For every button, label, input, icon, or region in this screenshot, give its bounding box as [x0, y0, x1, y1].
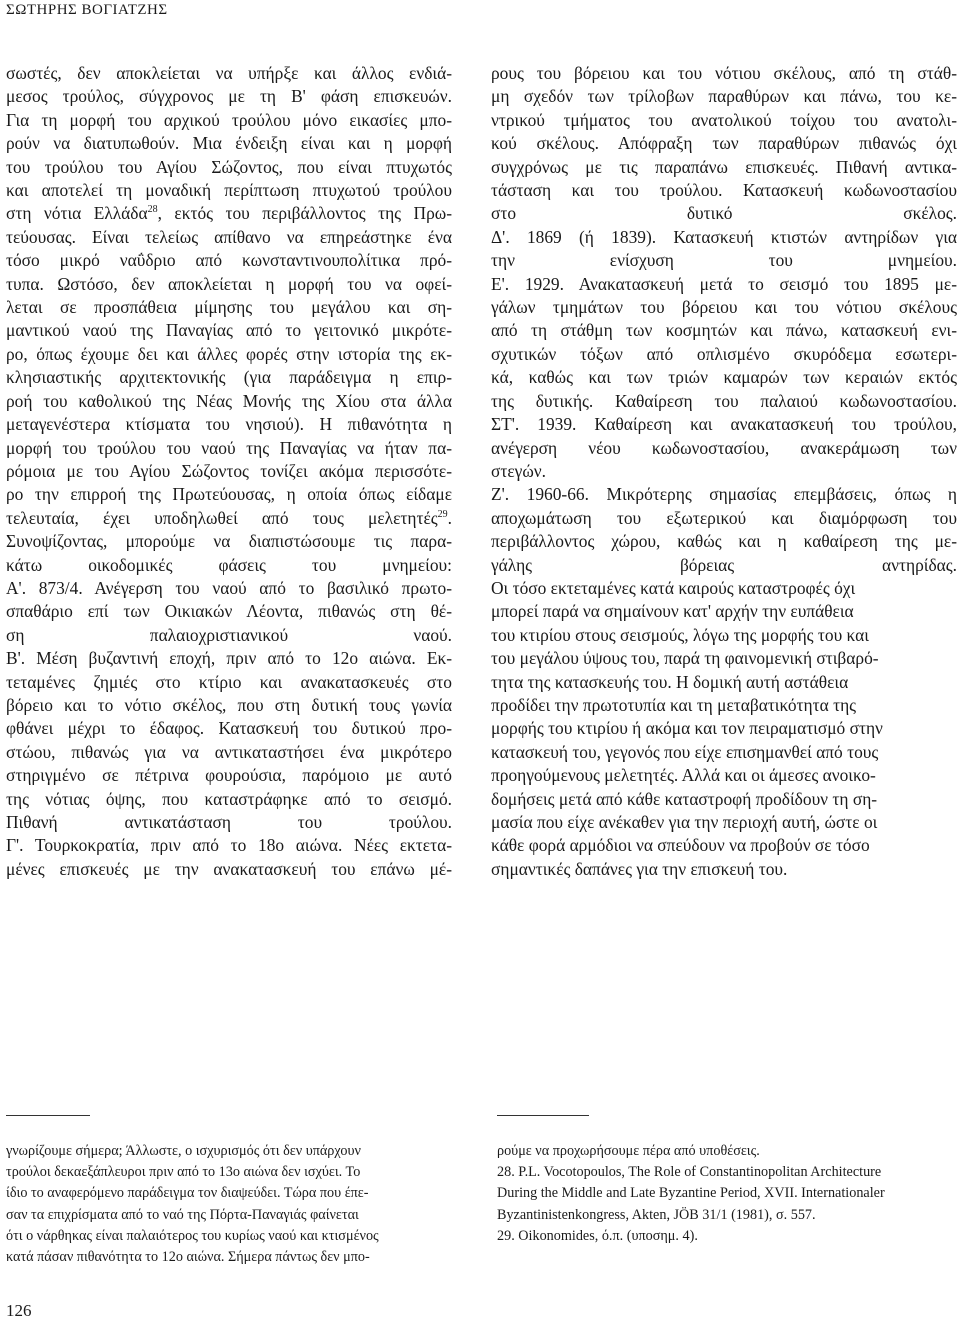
footnote-ref[interactable]: 28 — [147, 204, 158, 216]
paragraph: Γ'. Τουρκοκρατία, πριν από το 18ο αιώνα. Νέες εκτετα- μένες επισκευές με την ανακατασκευή του επάνω μέ- — [6, 835, 452, 879]
paragraph: ρους του βόρειου και του νότιου σκέλους, από τη στάθ- μη σχεδόν των τρίλοβων παραθύρων και πάνω, του κε- ντρικού τμήματος του ανατολικού τοίχου του ανατολι- κού σκέλους. Απόφραξη των παραθύρων πιθανώς όχι συγχρόνως με τις παραπάνω επισκευές. Πιθανή αντικα- τάσταση και του τρούλου. Κατασκευή κωδωνοστασίου στο δυτικό σκέλος. — [491, 63, 957, 224]
footnote-29: 29. Oikonomides, ό.π. (υποσημ. 4). — [497, 1227, 698, 1244]
footnote-ref[interactable]: 29 — [437, 508, 448, 520]
footnotes-left — [6, 1141, 452, 1268]
paragraph: Α'. 873/4. Ανέγερση του ναού από το βασιλικό πρωτο- σπαθάριο επί των Οικιακών Λέοντα, πιθανώς στη θέ- ση παλαιοχριστιανικού ναού. — [6, 577, 452, 645]
footnotes-right — [497, 1141, 957, 1247]
footnote-separator — [6, 1115, 90, 1116]
footnote-text: γνωρίζουμε σήμερα; Άλλωστε, ο ισχυρισμός ότι δεν υπάρχουν τρούλοι δεκαεξάπλευροι πριν από το 13ο αιώνα δεν ισχύει. Το ίδιο το αναφερόμενο παράδειγμα τον διαψεύδει. Τώρα που έπε- σαν τα επιχρίσματα από το ναό της Πόρτα-Παναγιάς φαίνεται ότι ο νάρθηκας είναι παλαιότερος του κυρίως ναού και κτισμένος κατά πάσαν πιθανότητα το 12ο αιώνα. Σήμερα πάντως δεν μπο- — [6, 1143, 379, 1266]
footnote-28: 28. P.L. Vocotopoulos, The Role of Constantinopolitan Architecture During the Middle and Late Byzantine Period, XVII. Internationaler Byzantinistenkongress, Akten, JÖB 31/1 (1981), σ. 557. — [497, 1164, 885, 1223]
paragraph: Δ'. 1869 (ή 1839). Κατασκευή κτιστών αντηρίδων για την ενίσχυση του μνημείου. — [491, 226, 957, 271]
paragraph: Οι τόσο εκτεταμένες κατά καιρούς καταστροφές όχι μπορεί παρά να σημαίνουν κατ' αρχήν την ευπάθεια του κτιρίου στους σεισμούς, λόγω της μορφής του και του μεγάλου ύψους του, παρά τη φαινομενική στιβαρό- τητα της κατασκευής του. Η δομική αυτή αστάθεια προδίδει την πρωτοτυπία και τη μεταβατικότητα της μορφής του κτιρίου ή ακόμα και τον πειραματισμό στην κατασκευή του, γεγονός που είχε επισημανθεί από τους προηγούμενους μελετητές. Αλλά και οι άμεσες ανοικο- δομήσεις μετά από κάθε καταστροφή προδίδουν τη ση- μασία που είχε ανέκαθεν για την περιοχή αυτή, ώστε οι κάθε φορά αρμόδιοι να σπεύδουν να προβούν σε τόσο σημαντικές δαπάνες για την επισκευή του. — [491, 577, 883, 879]
paragraph: Ζ'. 1960-66. Μικρότερης σημασίας επεμβάσεις, όπως η αποχωμάτωση του εξωτερικού και διαμόρφωση του περιβάλλοντος χώρου, καθώς και η καθαίρεση της με- γάλης βόρειας αντηρίδας. — [491, 484, 957, 575]
paragraph: ΣΤ'. 1939. Καθαίρεση και ανακατασκευή του τρούλου, ανέγερση νέου κωδωνοστασίου, ανακεράμωση των στεγών. — [491, 414, 957, 481]
paragraph: σωστές, δεν αποκλείεται να υπήρξε και άλλος ενδιά- μεσος τρούλος, σύγχρονος με τη Β' φάση επισκευών. Για τη μορφή του αρχικού τρούλου μόνο εικασίες μπο- ρούν να διατυπωθούν. Μια ένδειξη είναι και η μορφή του τρούλου του Αγίου Σώζοντος, που είναι πτυχωτός και αποτελεί τη μοναδική περίπτωση πτυχωτού τρούλου στη νότια Ελλάδα$^{28}$, εκτός του περιβάλλοντος της Πρω- τεύουσας. Είναι τελείως απίθανο να επηρεάστηκε ένα τόσο μικρό ναΰδριο από κωνσταντινουπολίτικα πρό- τυπα. Ωστόσο, δεν αποκλείεται η μορφή του να οφεί- λεται σε προσπάθεια μίμησης του μεγάλου και ση- μαντικού ναού της Παναγίας από το γειτονικό μικρότε- ρο, όπως έχουμε δει και άλλες φορές στην ιστορία της εκ- κλησιαστικής αρχιτεκτονικής (για παράδειγμα η επιρ- ροή του καθολικού της Νέας Μονής της Χίου στα άλλα μεταγενέστερα κτίσματα του νησιού). Η πιθανότητα η μορφή του τρούλου του ναού της Παναγίας να ήταν πα- ρόμοια με του Αγίου Σώζοντος τονίζει ακόμα περισσότε- ρο την επιρροή της Πρωτεύουσας, η οποία όπως είδαμε τελευταία, έχει υποδηλωθεί από τους μελετητές$^{29}$. — [6, 63, 452, 528]
running-head: ΣΩΤΗΡΗΣ ΒΟΓΙΑΤΖΗΣ — [6, 2, 168, 18]
paragraph: Β'. Μέση βυζαντινή εποχή, πριν από το 12ο αιώνα. Εκ- τεταμένες ζημιές στο κτίριο και ανακατασκευές στο βόρειο και το νότιο σκέλος, που στη δυτική τους γωνία φθάνει μέχρι το έδαφος. Κατασκευή του δυτικού προ- στώου, πιθανώς για να αντικαταστήσει ένα μικρότερο στηριγμένο σε πέτρινα φουρούσια, παρόμοιο με αυτό της νότιας όψης, που καταστράφηκε από το σεισμό. Πιθανή αντικατάσταση του τρούλου. — [6, 648, 452, 832]
paragraph: Ε'. 1929. Ανακατασκευή μετά το σεισμό του 1895 με- γάλων τμημάτων του βόρειου και του νότιου σκέλους από τη στάθμη των κοσμητών και πάνω, κατασκευή ενι- σχυτικών τόξων από οπλισμένο σκυρόδεμα εσωτερι- κά, καθώς και των τριών καμαρών των κεραιών εκτός της δυτικής. Καθαίρεση του παλαιού κωδωνοστασίου. — [491, 273, 957, 411]
left-column — [6, 62, 452, 881]
page-number: 126 — [6, 1301, 32, 1320]
paragraph: Συνοψίζοντας, μπορούμε να διαπιστώσουμε τις παρα- κάτω οικοδομικές φάσεις του μνημείου: — [6, 531, 452, 575]
footnote-text: ρούμε να προχωρήσουμε πέρα από υποθέσεις. — [497, 1143, 760, 1159]
footnote-separator — [497, 1115, 589, 1116]
right-column — [491, 62, 957, 881]
